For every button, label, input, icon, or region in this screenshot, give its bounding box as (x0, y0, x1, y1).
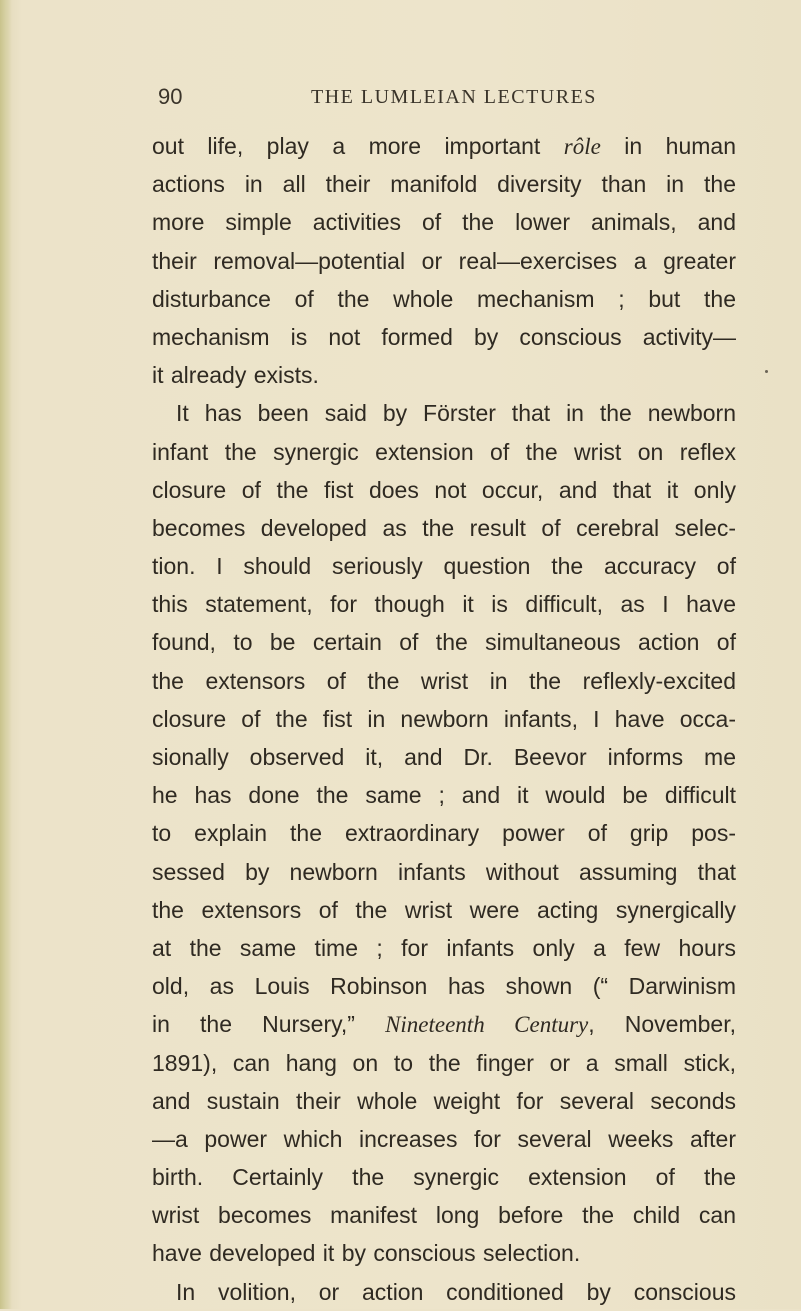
text-line (152, 1082, 736, 1120)
text-segment: at the same time ; for infants only a few hours (152, 934, 736, 961)
text-line (152, 1005, 736, 1043)
text-line (152, 1158, 736, 1196)
text-segment: old, as Louis Robinson has shown (“ Darwinism (152, 973, 736, 1000)
text-line (152, 814, 736, 852)
text-line (152, 623, 736, 661)
text-segment: infant the synergic extension of the wrist on reflex (152, 438, 736, 465)
text-segment: wrist becomes manifest long before the child can (152, 1202, 736, 1229)
text-line (152, 471, 736, 509)
page-gutter (0, 0, 12, 1309)
text-line (152, 509, 736, 547)
text-line (152, 891, 736, 929)
text-segment: becomes developed as the result of cerebral selec- (152, 514, 736, 541)
text-line (152, 700, 736, 738)
text-line (152, 967, 736, 1005)
text-segment: tion. I should seriously question the accuracy of (152, 553, 736, 580)
text-segment: out life, play a more important (152, 133, 564, 159)
text-line (152, 165, 736, 203)
margin-mark (765, 370, 768, 373)
text-segment: have developed it by conscious selection. (152, 1240, 581, 1267)
text-segment: actions in all their manifold diversity than in the (152, 171, 736, 198)
text-line (152, 1120, 736, 1158)
text-segment: , November, (588, 1011, 736, 1038)
text-segment: closure of the fist does not occur, and that it only (152, 476, 736, 503)
text-segment: and sustain their whole weight for several seconds (152, 1087, 736, 1114)
text-line (152, 127, 736, 165)
text-segment: the extensors of the wrist in the reflexly-excited (152, 667, 736, 694)
text-segment: the extensors of the wrist were acting synergically (152, 896, 736, 923)
text-segment: birth. Certainly the synergic extension of the (152, 1164, 736, 1191)
running-head (158, 84, 598, 114)
text-line (152, 1044, 736, 1082)
body-text (152, 127, 736, 1311)
text-segment: found, to be certain of the simultaneous action of (152, 629, 736, 656)
text-segment: disturbance of the whole mechanism ; but the (152, 285, 736, 312)
text-segment: mechanism is not formed by conscious activity— (152, 323, 736, 350)
text-line (152, 738, 736, 776)
text-segment: more simple activities of the lower animals, and (152, 209, 736, 236)
italic-text: rôle (563, 134, 601, 159)
text-segment: it already exists. (152, 362, 319, 389)
text-line (152, 433, 736, 471)
text-segment: in human (600, 133, 736, 159)
text-segment: to explain the extraordinary power of grip pos- (152, 820, 736, 847)
text-segment: 1891), can hang on to the finger or a small stick, (152, 1049, 736, 1076)
text-line (152, 203, 736, 241)
text-line (152, 662, 736, 700)
italic-text: Nineteenth Century (385, 1012, 589, 1038)
text-line (152, 394, 736, 432)
text-segment: sionally observed it, and Dr. Beevor informs me (152, 744, 736, 770)
running-title: THE LUMLEIAN LECTURES (311, 86, 597, 108)
text-line (152, 318, 736, 356)
text-line (152, 242, 736, 280)
page-number: 90 (158, 84, 183, 109)
text-line (152, 1196, 736, 1234)
text-segment: It has been said by Förster that in the newborn (176, 400, 736, 427)
text-segment: sessed by newborn infants without assuming that (152, 858, 736, 885)
text-line (152, 776, 736, 814)
text-segment: closure of the fist in newborn infants, I have occa- (152, 705, 736, 732)
text-segment: in the Nursery,” (152, 1011, 386, 1038)
text-segment: he has done the same ; and it would be difficult (152, 782, 736, 809)
text-line (152, 1273, 736, 1311)
text-segment: In volition, or action conditioned by conscious (176, 1278, 736, 1305)
text-line (152, 280, 736, 318)
text-segment: their removal—potential or real—exercises a greater (152, 247, 736, 274)
text-segment: —a power which increases for several weeks after (152, 1125, 736, 1152)
text-line (152, 929, 736, 967)
text-line (152, 853, 736, 891)
text-segment: this statement, for though it is difficult, as I have (152, 591, 736, 618)
text-line (152, 585, 736, 623)
text-line (152, 356, 736, 394)
text-line (152, 547, 736, 585)
text-line (152, 1234, 736, 1272)
